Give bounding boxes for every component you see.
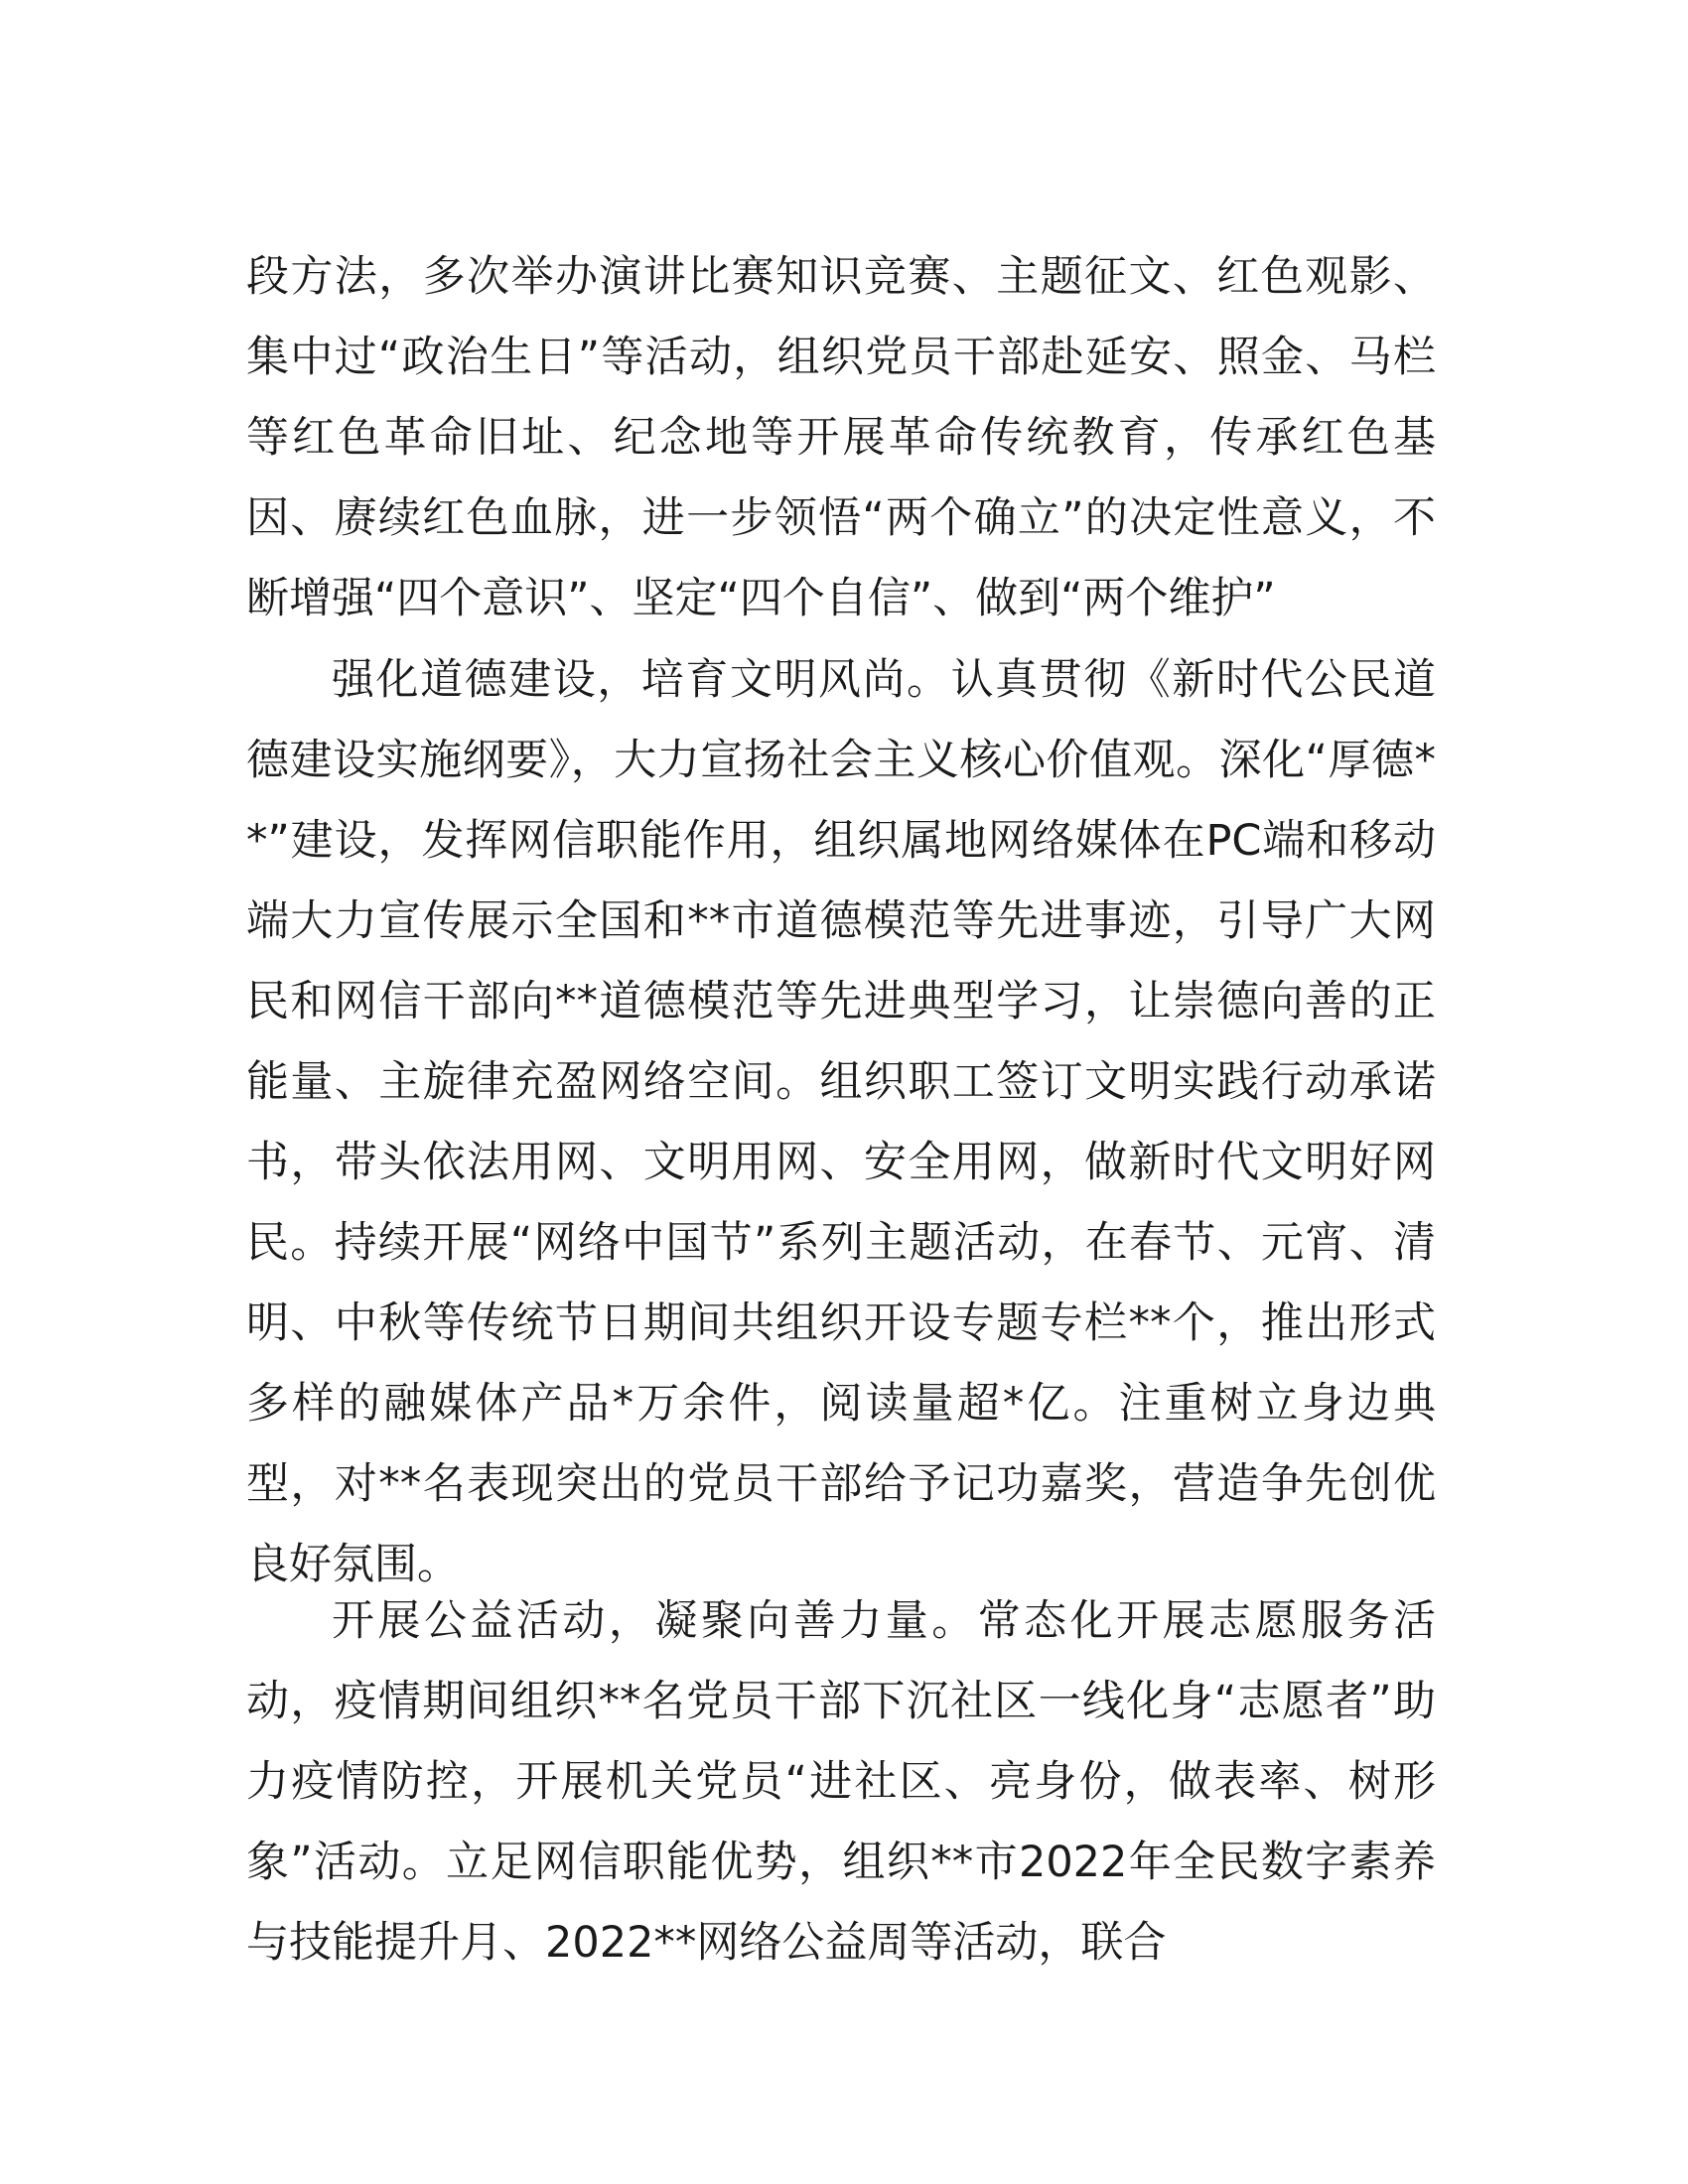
paragraph-public-welfare: 开展公益活动，凝聚向善力量。常态化开展志愿服务活动，疫情期间组织**名党员干部下沉社区一线化身“志愿者”助力疫情防控，开展机关党员“进社区、亮身份，做表率、树形象”活动。立足网信职能优势，组织**市2022年全民数字素养与技能提升月、2022**网络公益周等活动，联合: [246, 1596, 1436, 1968]
paragraph-moral-construction: 强化道德建设，培育文明风尚。认真贯彻《新时代公民道德建设实施纲要》，大力宣扬社会主义核心价值观。深化“厚德**”建设，发挥网信职能作用，组织属地网络媒体在PC端和移动端大力宣传展示全国和**市道德模范等先进事迹，引导广大网民和网信干部向**道德模范等先进典型学习，让崇德向善的正能量、主旋律充盈网络空间。组织职工签订文明实践行动承诺书，带头依法用网、文明用网、安全用网，做新时代文明好网民。持续开展“网络中国节”系列主题活动，在春节、元宵、清明、中秋等传统节日期间共组织开设专题专栏**个，推出形式多样的融媒体产品*万余件，阅读量超*亿。注重树立身边典型，对**名表现突出的党员干部给予记功嘉奖，营造争先创优良好氛围。: [246, 655, 1436, 1589]
paragraph-red-education: 段方法，多次举办演讲比赛知识竞赛、主题征文、红色观影、集中过“政治生日”等活动，组织党员干部赴延安、照金、马栏等红色革命旧址、纪念地等开展革命传统教育，传承红色基因、赓续红色血脉，进一步领悟“两个确立”的决定性意义，不断增强“四个意识”、坚定“四个自信”、做到“两个维护”: [246, 252, 1436, 623]
